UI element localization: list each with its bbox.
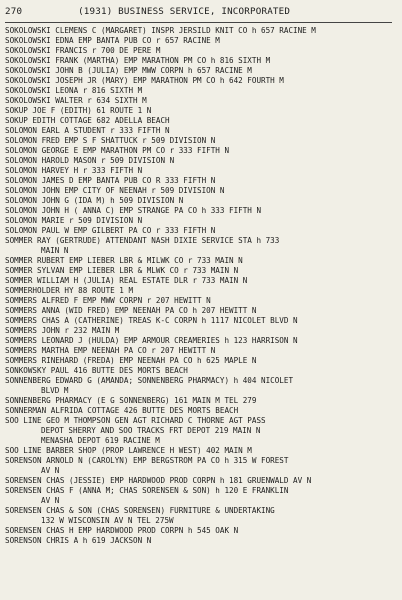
entry-line: SONNENBERG PHARMACY (E G SONNENBERG) 161 MAIN M TEL 279 [5, 396, 257, 405]
entry-line: SOKOLOWSKI JOHN B (JULIA) EMP MWW CORPN h 657 RACINE M [5, 66, 252, 75]
directory-entry [5, 376, 398, 396]
directory-entry [5, 346, 398, 356]
entry-line: SONKOWSKY PAUL 416 BUTTE DES MORTS BEACH [5, 366, 188, 375]
entry-line: SOMMERS RINEHARD (FREDA) EMP NEENAH PA CO h 625 MAPLE N [5, 356, 257, 365]
entry-line: SOMMERS JOHN r 232 MAIN M [5, 326, 120, 335]
page-number: 270 [5, 6, 23, 17]
directory-entry [5, 506, 398, 526]
directory-entry [5, 146, 398, 156]
directory-entry [5, 276, 398, 286]
entry-line: SOMMERS MARTHA EMP NEENAH PA CO r 207 HEWITT N [5, 346, 216, 355]
directory-entry [5, 296, 398, 306]
entry-line: SOLOMON JOHN EMP CITY OF NEENAH r 509 DIVISION N [5, 186, 225, 195]
entry-line: SOLOMON HARVEY H r 333 FIFTH N [5, 166, 143, 175]
entry-line: SOLOMON JOHN G (IDA M) h 509 DIVISION N [5, 196, 184, 205]
entry-line: SOLOMON PAUL W EMP GILBERT PA CO r 333 FIFTH N [5, 226, 216, 235]
directory-entry [5, 176, 398, 186]
directory-entry [5, 26, 398, 36]
entry-line: SOMMERS LEONARD J (HULDA) EMP ARMOUR CREAMERIES h 123 HARRISON N [5, 336, 298, 345]
directory-entry [5, 216, 398, 226]
entry-line: SOO LINE GEO M THOMPSON GEN AGT RICHARD C THORNE AGT PASS [5, 416, 266, 425]
directory-entry [5, 526, 398, 536]
directory-entry [5, 226, 398, 236]
entry-line: SOLOMON MARIE r 509 DIVISION N [5, 216, 143, 225]
directory-entry [5, 196, 398, 206]
directory-entry [5, 336, 398, 346]
entry-line: SOKOLOWSKI LEONA r 816 SIXTH M [5, 86, 143, 95]
entry-line: SOKUP EDITH COTTAGE 682 ADELLA BEACH [5, 116, 170, 125]
entry-line: SOKOLOWSKI WALTER r 634 SIXTH M [5, 96, 147, 105]
directory-entry [5, 406, 398, 416]
directory-entry [5, 66, 398, 76]
directory-entry [5, 36, 398, 46]
directory-entry [5, 396, 398, 406]
directory-entry [5, 126, 398, 136]
directory-entry [5, 446, 398, 456]
directory-entry [5, 316, 398, 326]
entry-line: SORENSEN CHAS F (ANNA M; CHAS SORENSEN & SON) h 120 E FRANKLIN [5, 486, 289, 495]
entry-line: SOMMERS ALFRED F EMP MWW CORPN r 207 HEWITT N [5, 296, 211, 305]
entry-line: SOKOLOWSKI FRANK (MARTHA) EMP MARATHON PM CO h 816 SIXTH M [5, 56, 271, 65]
entry-line: SOLOMON JOHN H ( ANNA C) EMP STRANGE PA CO h 333 FIFTH N [5, 206, 262, 215]
directory-entry [5, 236, 398, 256]
directory-entry [5, 46, 398, 56]
entry-continuation-line: MENASHA DEPOT 619 RACINE M [41, 436, 160, 445]
entry-continuation-line: BLVD M [41, 386, 69, 395]
entry-continuation-line: DEPOT SHERRY AND SOO TRACKS FRT DEPOT 219 MAIN N [41, 426, 261, 435]
entry-line: SOMMER SYLVAN EMP LIEBER LBR & MLWK CO r 733 MAIN N [5, 266, 239, 275]
entry-line: SOKOLOWSKI JOSEPH JR (MARY) EMP MARATHON PM CO h 642 FOURTH M [5, 76, 284, 85]
directory-entry [5, 356, 398, 366]
entry-line: SOMMERHOLDER HY 88 ROUTE 1 M [5, 286, 134, 295]
page-title: (1931) BUSINESS SERVICE, INCORPORATED [78, 6, 291, 17]
directory-entry [5, 456, 398, 476]
directory-entry [5, 486, 398, 506]
entry-line: SOMMER RAY (GERTRUDE) ATTENDANT NASH DIXIE SERVICE STA h 733 [5, 236, 280, 245]
entry-line: SORENSON CHRIS A h 619 JACKSON N [5, 536, 152, 545]
directory-entry [5, 156, 398, 166]
entry-line: SORENSEN CHAS (JESSIE) EMP HARDWOOD PROD CORPN h 181 GRUENWALD AV N [5, 476, 312, 485]
entry-line: SORENSEN CHAS H EMP HARDWOOD PROD CORPN h 545 OAK N [5, 526, 239, 535]
entry-line: SOLOMON JAMES D EMP BANTA PUB CO R 333 FIFTH N [5, 176, 216, 185]
directory-entry [5, 306, 398, 316]
entry-line: SOKUP JOE F (EDITH) 61 ROUTE 1 N [5, 106, 152, 115]
directory-entry [5, 116, 398, 126]
entry-continuation-line: MAIN N [41, 246, 69, 255]
entry-line: SONNENBERG EDWARD G (AMANDA; SONNENBERG PHARMACY) h 404 NICOLET [5, 376, 294, 385]
directory-entry [5, 366, 398, 376]
directory-entry [5, 136, 398, 146]
directory-entry [5, 106, 398, 116]
entry-line: SORENSEN CHAS & SON (CHAS SORENSEN) FURNITURE & UNDERTAKING [5, 506, 275, 515]
directory-entry [5, 96, 398, 106]
entry-line: SOO LINE BARBER SHOP (PROP LAWRENCE H WEST) 402 MAIN M [5, 446, 252, 455]
entry-line: SOMMER WILLIAM H (JULIA) REAL ESTATE DLR r 733 MAIN N [5, 276, 248, 285]
directory-entries [5, 26, 398, 546]
directory-entry [5, 536, 398, 546]
directory-entry [5, 416, 398, 446]
entry-continuation-line: 132 W WISCONSIN AV N TEL 275W [41, 516, 174, 525]
directory-entry [5, 326, 398, 336]
directory-entry [5, 86, 398, 96]
entry-continuation-line: AV N [41, 496, 60, 505]
entry-line: SOLOMON GEORGE E EMP MARATHON PM CO r 333 FIFTH N [5, 146, 230, 155]
entry-line: SOLOMON HAROLD MASON r 509 DIVISION N [5, 156, 175, 165]
directory-entry [5, 266, 398, 276]
entry-line: SOMMERS ANNA (WID FRED) EMP NEENAH PA CO h 207 HEWITT N [5, 306, 257, 315]
entry-line: SOMMERS CHAS A (CATHERINE) TREAS K-C CORPN h 1117 NICOLET BLVD N [5, 316, 298, 325]
directory-entry [5, 76, 398, 86]
directory-entry [5, 206, 398, 216]
entry-continuation-line: AV N [41, 466, 60, 475]
directory-entry [5, 286, 398, 296]
entry-line: SOLOMON FRED EMP S F SHATTUCK r 509 DIVISION N [5, 136, 216, 145]
directory-entry [5, 56, 398, 66]
directory-entry [5, 256, 398, 266]
page-header [5, 6, 398, 20]
entry-line: SOMMER RUBERT EMP LIEBER LBR & MILWK CO r 733 MAIN N [5, 256, 243, 265]
directory-entry [5, 186, 398, 196]
directory-entry [5, 166, 398, 176]
entry-line: SOLOMON EARL A STUDENT r 333 FIFTH N [5, 126, 170, 135]
entry-line: SONNERMAN ALFRIDA COTTAGE 426 BUTTE DES MORTS BEACH [5, 406, 239, 415]
entry-line: SOKOLOWSKI FRANCIS r 700 DE PERE M [5, 46, 161, 55]
header-divider [5, 22, 392, 23]
entry-line: SOKOLOWSKI CLEMENS C (MARGARET) INSPR JERSILD KNIT CO h 657 RACINE M [5, 26, 316, 35]
directory-entry [5, 476, 398, 486]
entry-line: SOKOLOWSKI EDNA EMP BANTA PUB CO r 657 RACINE M [5, 36, 220, 45]
entry-line: SORENSON ARNOLD N (CAROLYN) EMP BERGSTROM PA CO h 315 W FOREST [5, 456, 289, 465]
